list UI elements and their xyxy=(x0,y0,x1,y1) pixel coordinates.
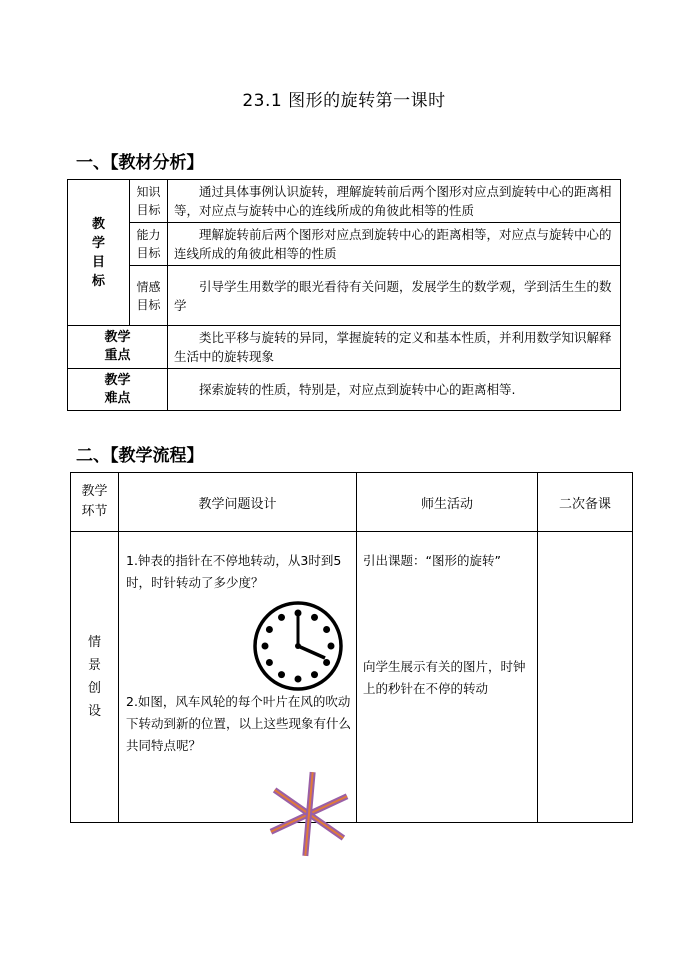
stage-char: 创 xyxy=(87,681,101,696)
flow-table xyxy=(70,472,633,823)
difficulty-text xyxy=(168,369,621,411)
label-line: 重点 xyxy=(104,348,131,363)
label-line: 目标 xyxy=(136,203,161,217)
question-2: 2.如图，风车风轮的每个叶片在风的吹动下转动到新的位置，以上这些现象有什么共同特点呢？ xyxy=(126,694,352,753)
design-cell xyxy=(119,532,357,823)
page-title: 23.1 图形的旋转第一课时 xyxy=(242,91,446,111)
clock-icon xyxy=(252,600,344,692)
emotion-goal-text xyxy=(168,266,621,326)
goal-text: 理解旋转前后两个图形对应点到旋转中心的距离相等，对应点与旋转中心的连线所成的角彼此相等的性质 xyxy=(174,227,612,261)
goals-label-char: 教 xyxy=(91,216,105,232)
key-point-label xyxy=(68,326,168,369)
goals-label-char: 学 xyxy=(91,235,105,251)
emotion-goal-label xyxy=(130,266,168,326)
stage-char: 设 xyxy=(87,704,101,719)
windmill-icon xyxy=(263,768,355,860)
section-heading-analysis: 一、【教材分析】 xyxy=(76,153,204,173)
activity-1: 引出课题：“图形的旋转” xyxy=(363,553,501,568)
label-line: 情感 xyxy=(136,279,161,294)
ability-goal-text xyxy=(168,223,621,266)
label-line: 知识 xyxy=(136,185,161,199)
key-text: 类比平移与旋转的异同，掌握旋转的定义和基本性质，并利用数学知识解释生活中的旋转现象 xyxy=(174,330,612,364)
goals-label xyxy=(68,180,130,326)
goal-text: 引导学生用数学的眼光看待有关问题，发展学生的数学观，学到活生生的数学 xyxy=(174,278,612,313)
knowledge-goal-label xyxy=(130,180,168,223)
header-stage: 教学 环节 xyxy=(71,473,119,532)
label-line: 难点 xyxy=(104,390,131,406)
difficulty-label xyxy=(68,369,168,411)
label-line: 教学 xyxy=(104,330,131,345)
difficulty-text-content: 探索旋转的性质，特别是，对应点到旋转中心的距离相等. xyxy=(199,382,516,397)
label-line: 能力 xyxy=(136,228,161,242)
revision-cell xyxy=(538,532,633,823)
stage-char: 情 xyxy=(87,635,101,650)
header-revision: 二次备课 xyxy=(538,473,633,532)
header-activity: 师生活动 xyxy=(357,473,538,532)
activity-cell xyxy=(357,532,538,823)
key-point-text xyxy=(168,326,621,369)
label-line: 目标 xyxy=(136,297,161,312)
question-1: 1.钟表的指针在不停地转动，从3时到5时，时针转动了多少度？ xyxy=(126,553,342,590)
activity-2: 向学生展示有关的图片，时钟上的秒针在不停的转动 xyxy=(363,659,526,696)
goals-label-char: 目 xyxy=(91,254,105,270)
analysis-table xyxy=(67,179,621,411)
stage-char: 景 xyxy=(87,658,101,673)
header-design: 教学问题设计 xyxy=(119,473,357,532)
knowledge-goal-text xyxy=(168,180,621,223)
label-line: 目标 xyxy=(136,246,161,260)
ability-goal-label xyxy=(130,223,168,266)
goal-text: 通过具体事例认识旋转，理解旋转前后两个图形对应点到旋转中心的距离相等，对应点与旋转中心的连线所成的角彼此相等的性质 xyxy=(174,184,612,218)
label-line: 教学 xyxy=(104,372,131,388)
stage-label xyxy=(71,532,119,823)
goals-label-char: 标 xyxy=(91,273,105,289)
section-heading-flow: 二、【教学流程】 xyxy=(76,446,204,466)
